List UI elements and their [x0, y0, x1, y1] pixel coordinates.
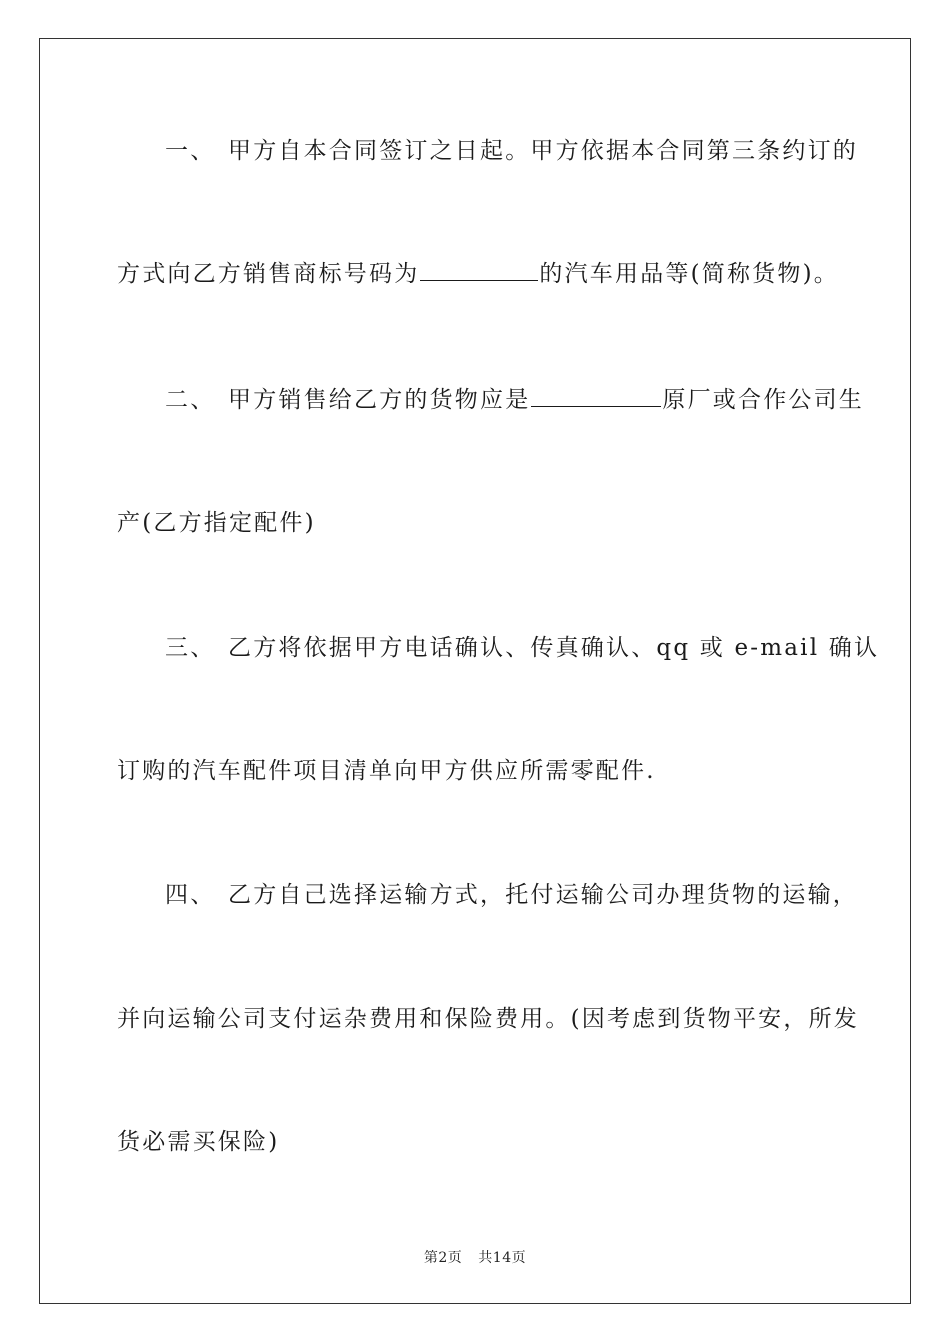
paragraph-3-text: 乙方将依据甲方电话确认、传真确认、qq 或 e-mail 确认	[228, 635, 880, 661]
paragraph-4-line-3	[117, 1127, 837, 1157]
paragraph-1-number: 一、	[165, 138, 216, 164]
page-border	[39, 38, 911, 1304]
paragraph-1-text-after-blank: 的汽车用品等(简称货物)。	[539, 261, 839, 287]
paragraph-2-number: 二、	[165, 387, 216, 413]
paragraph-4-line-2	[117, 1004, 859, 1034]
paragraph-2-text-after-blank: 原厂或合作公司生	[662, 387, 865, 413]
paragraph-4-text: 乙方自己选择运输方式，托付运输公司办理货物的运输，	[228, 882, 858, 908]
trademark-number-blank	[420, 258, 538, 281]
paragraph-4-text-3: 货必需买保险)	[117, 1129, 280, 1155]
paragraph-3-line-1	[165, 633, 885, 663]
paragraph-3-number: 三、	[165, 635, 216, 661]
paragraph-4-text-2: 并向运输公司支付运杂费用和保险费用。(因考虑到货物平安，所发	[117, 1006, 859, 1032]
paragraph-1-line-2	[117, 258, 837, 289]
paragraph-1-text: 甲方自本合同签订之日起。甲方依据本合同第三条约订的	[228, 138, 858, 164]
manufacturer-blank	[531, 384, 661, 407]
paragraph-4-number: 四、	[165, 882, 216, 908]
paragraph-2-line-1	[165, 384, 885, 415]
page-number: 第2页	[423, 1250, 463, 1266]
paragraph-1-text-before-blank: 方式向乙方销售商标号码为	[117, 261, 420, 287]
paragraph-2-line-2	[117, 508, 837, 538]
page-total: 共14页	[478, 1250, 527, 1266]
page-footer	[0, 1247, 950, 1267]
paragraph-2-text-2: 产(乙方指定配件)	[117, 510, 316, 536]
paragraph-4-line-1	[165, 880, 885, 910]
paragraph-2-text-before-blank: 甲方销售给乙方的货物应是	[228, 387, 531, 413]
paragraph-1-line-1	[165, 136, 885, 166]
paragraph-3-text-2: 订购的汽车配件项目清单向甲方供应所需零配件.	[117, 758, 656, 784]
paragraph-3-line-2	[117, 756, 837, 786]
